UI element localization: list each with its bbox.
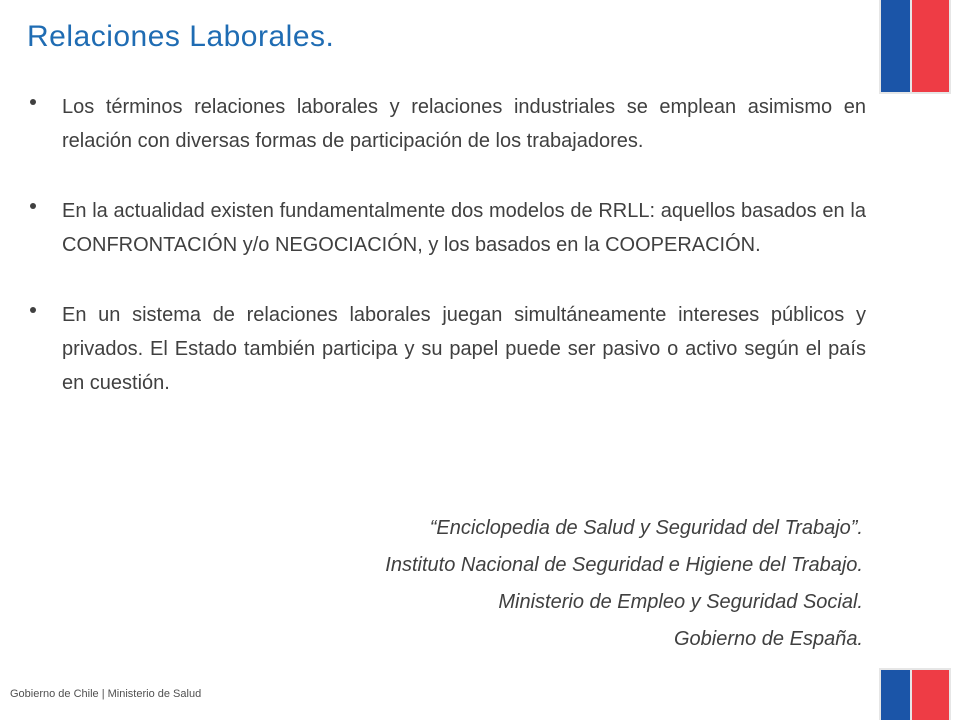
bullet-dot-icon <box>30 99 36 105</box>
flag-red-stripe <box>912 0 949 92</box>
bullet-text: En la actualidad existen fundamentalmente dos modelos de RRLL: aquellos basados en la CONFRONTACIÓN y/o NEGOCIACIÓN, y los basados en la COOPERACIÓN. <box>62 200 866 256</box>
citation-block <box>385 510 863 658</box>
flag-blue-stripe <box>881 670 910 720</box>
citation-line: “Enciclopedia de Salud y Seguridad del Trabajo”. <box>429 517 863 539</box>
slide-title: Relaciones Laborales. <box>27 20 335 53</box>
bullet-text: En un sistema de relaciones laborales juegan simultáneamente intereses públicos y privados. El Estado también participa y su papel puede ser pasivo o activo según el país en cuestión. <box>62 304 866 394</box>
bullet-text: Los términos relaciones laborales y relaciones industriales se emplean asimismo en relación con diversas formas de participación de los trabajadores. <box>62 96 866 152</box>
footer-text: Gobierno de Chile | Ministerio de Salud <box>10 688 202 700</box>
citation-line: Instituto Nacional de Seguridad e Higiene del Trabajo. <box>385 554 863 576</box>
bullet-dot-icon <box>30 203 36 209</box>
bullet-item <box>30 298 866 400</box>
bullet-dot-icon <box>30 307 36 313</box>
citation-line: Ministerio de Empleo y Seguridad Social. <box>498 591 863 613</box>
flag-red-stripe <box>912 670 949 720</box>
bullet-item <box>30 194 866 262</box>
bullet-list <box>30 90 866 436</box>
chile-flag-bottom-logo <box>881 670 949 720</box>
citation-line: Gobierno de España. <box>673 628 863 650</box>
bullet-item <box>30 90 866 158</box>
flag-blue-stripe <box>881 0 910 92</box>
chile-flag-top-logo <box>881 0 949 92</box>
